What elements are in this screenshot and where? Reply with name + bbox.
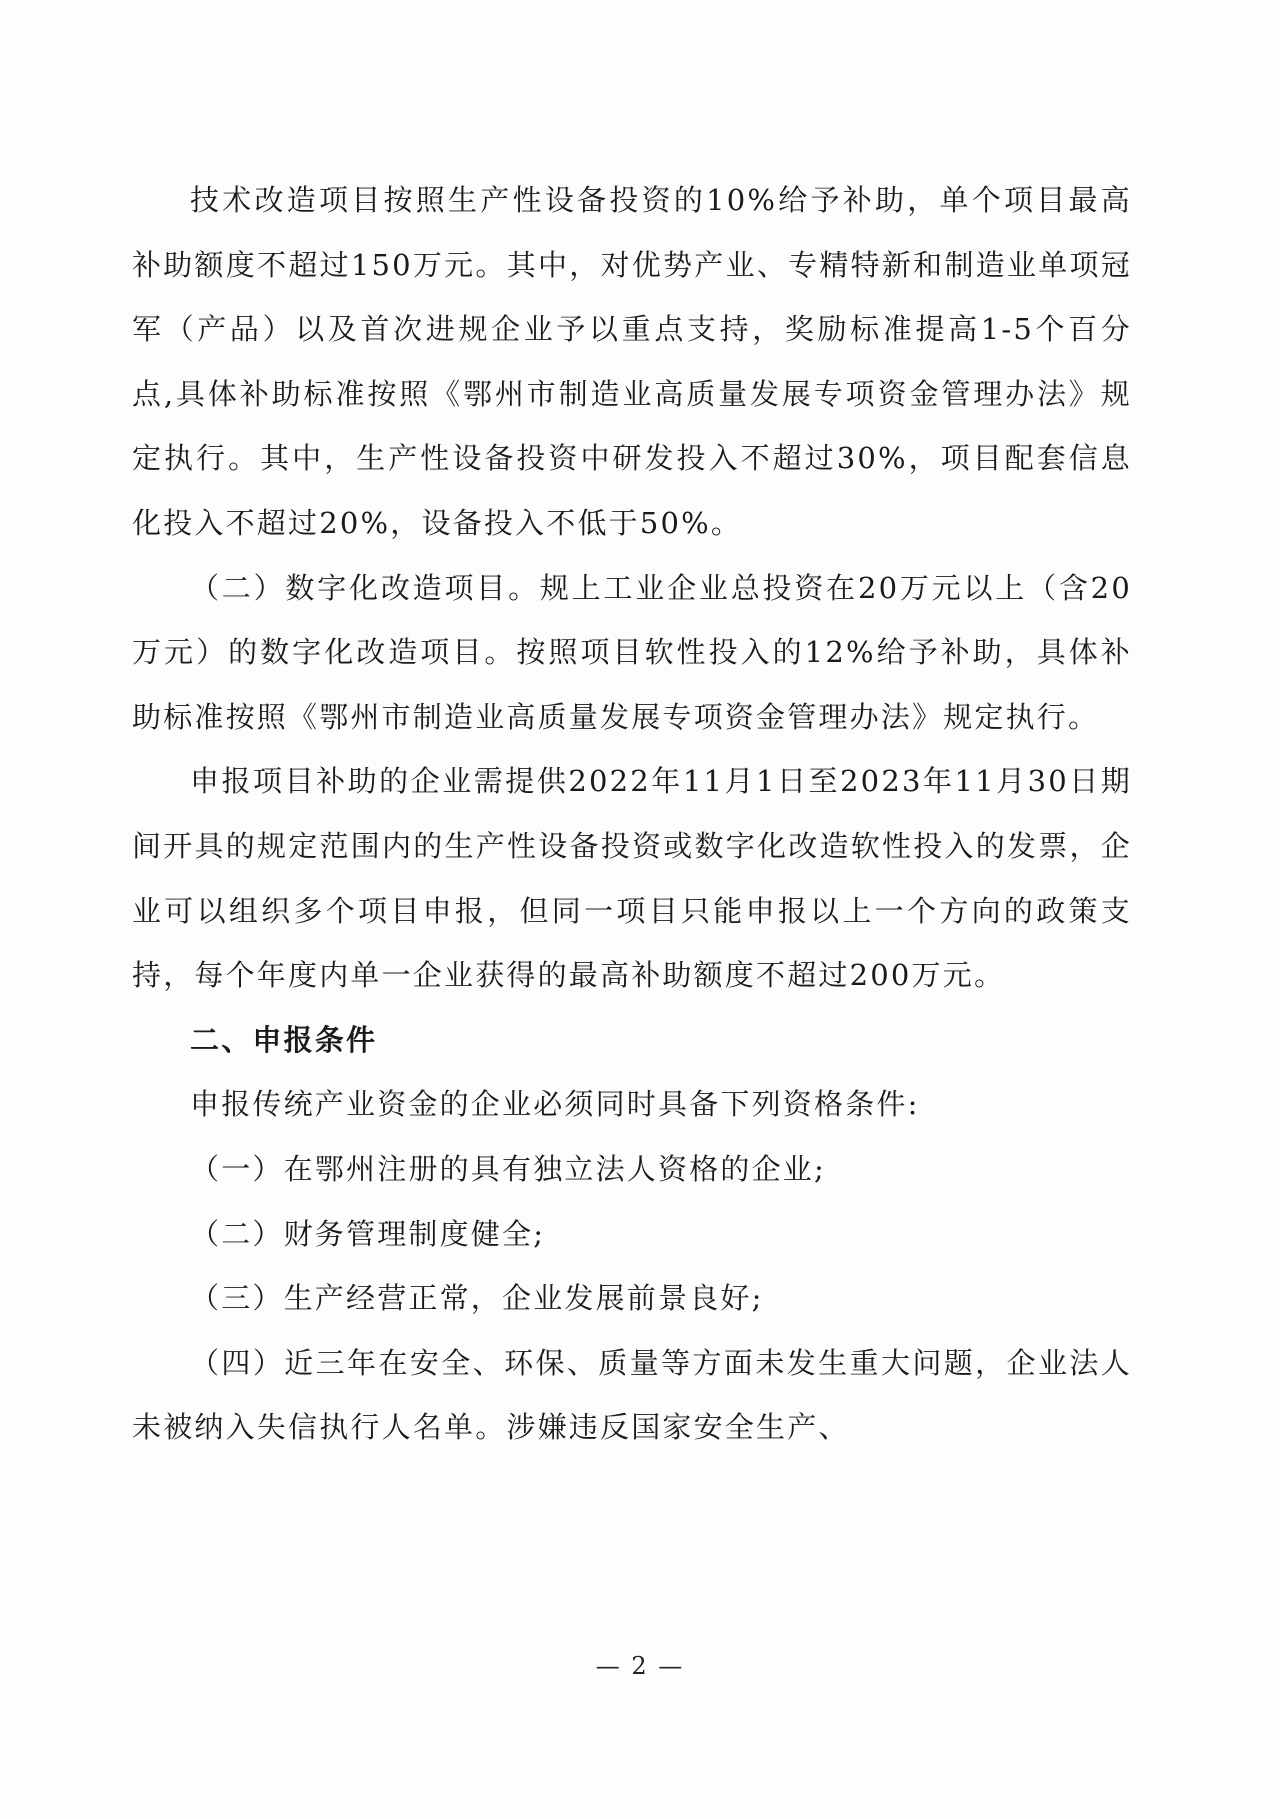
condition-item-1: （一）在鄂州注册的具有独立法人资格的企业; — [190, 1151, 826, 1186]
page-number: — 2 — — [595, 1652, 685, 1680]
paragraph-digital-renovation: （二）数字化改造项目。规上工业企业总投资在20万元以上（含20万元）的数字化改造项目。按照项目软性投入的12%给予补助，具体补助标准按照《鄂州市制造业高质量发展专项资金管理办法》规定执行。 — [132, 570, 1132, 734]
section-intro: 申报传统产业资金的企业必须同时具备下列资格条件: — [190, 1087, 920, 1122]
condition-item-4: （四）近三年在安全、环保、质量等方面未发生重大问题，企业法人未被纳入失信执行人名单。涉嫌违反国家安全生产、 — [132, 1345, 1132, 1445]
condition-item-2: （二）财务管理制度健全; — [190, 1216, 546, 1251]
document-body — [132, 168, 1132, 1460]
condition-item-3: （三）生产经营正常，企业发展前景良好; — [190, 1281, 764, 1316]
paragraph-application-requirements: 申报项目补助的企业需提供2022年11月1日至2023年11月30日期间开具的规定范围内的生产性设备投资或数字化改造软性投入的发票，企业可以组织多个项目申报，但同一项目只能申报以上一个方向的政策支持，每个年度内单一企业获得的最高补助额度不超过200万元。 — [132, 764, 1132, 993]
section-heading: 二、申报条件 — [190, 1022, 378, 1057]
paragraph-technical-renovation: 技术改造项目按照生产性设备投资的10%给予补助，单个项目最高补助额度不超过150万元。其中，对优势产业、专精特新和制造业单项冠军（产品）以及首次进规企业予以重点支持，奖励标准提高1-5个百分点,具体补助标准按照《鄂州市制造业高质量发展专项资金管理办法》规定执行。其中，生产性设备投资中研发投入不超过30%，项目配套信息化投入不超过20%，设备投入不低于50%。 — [132, 183, 1132, 540]
